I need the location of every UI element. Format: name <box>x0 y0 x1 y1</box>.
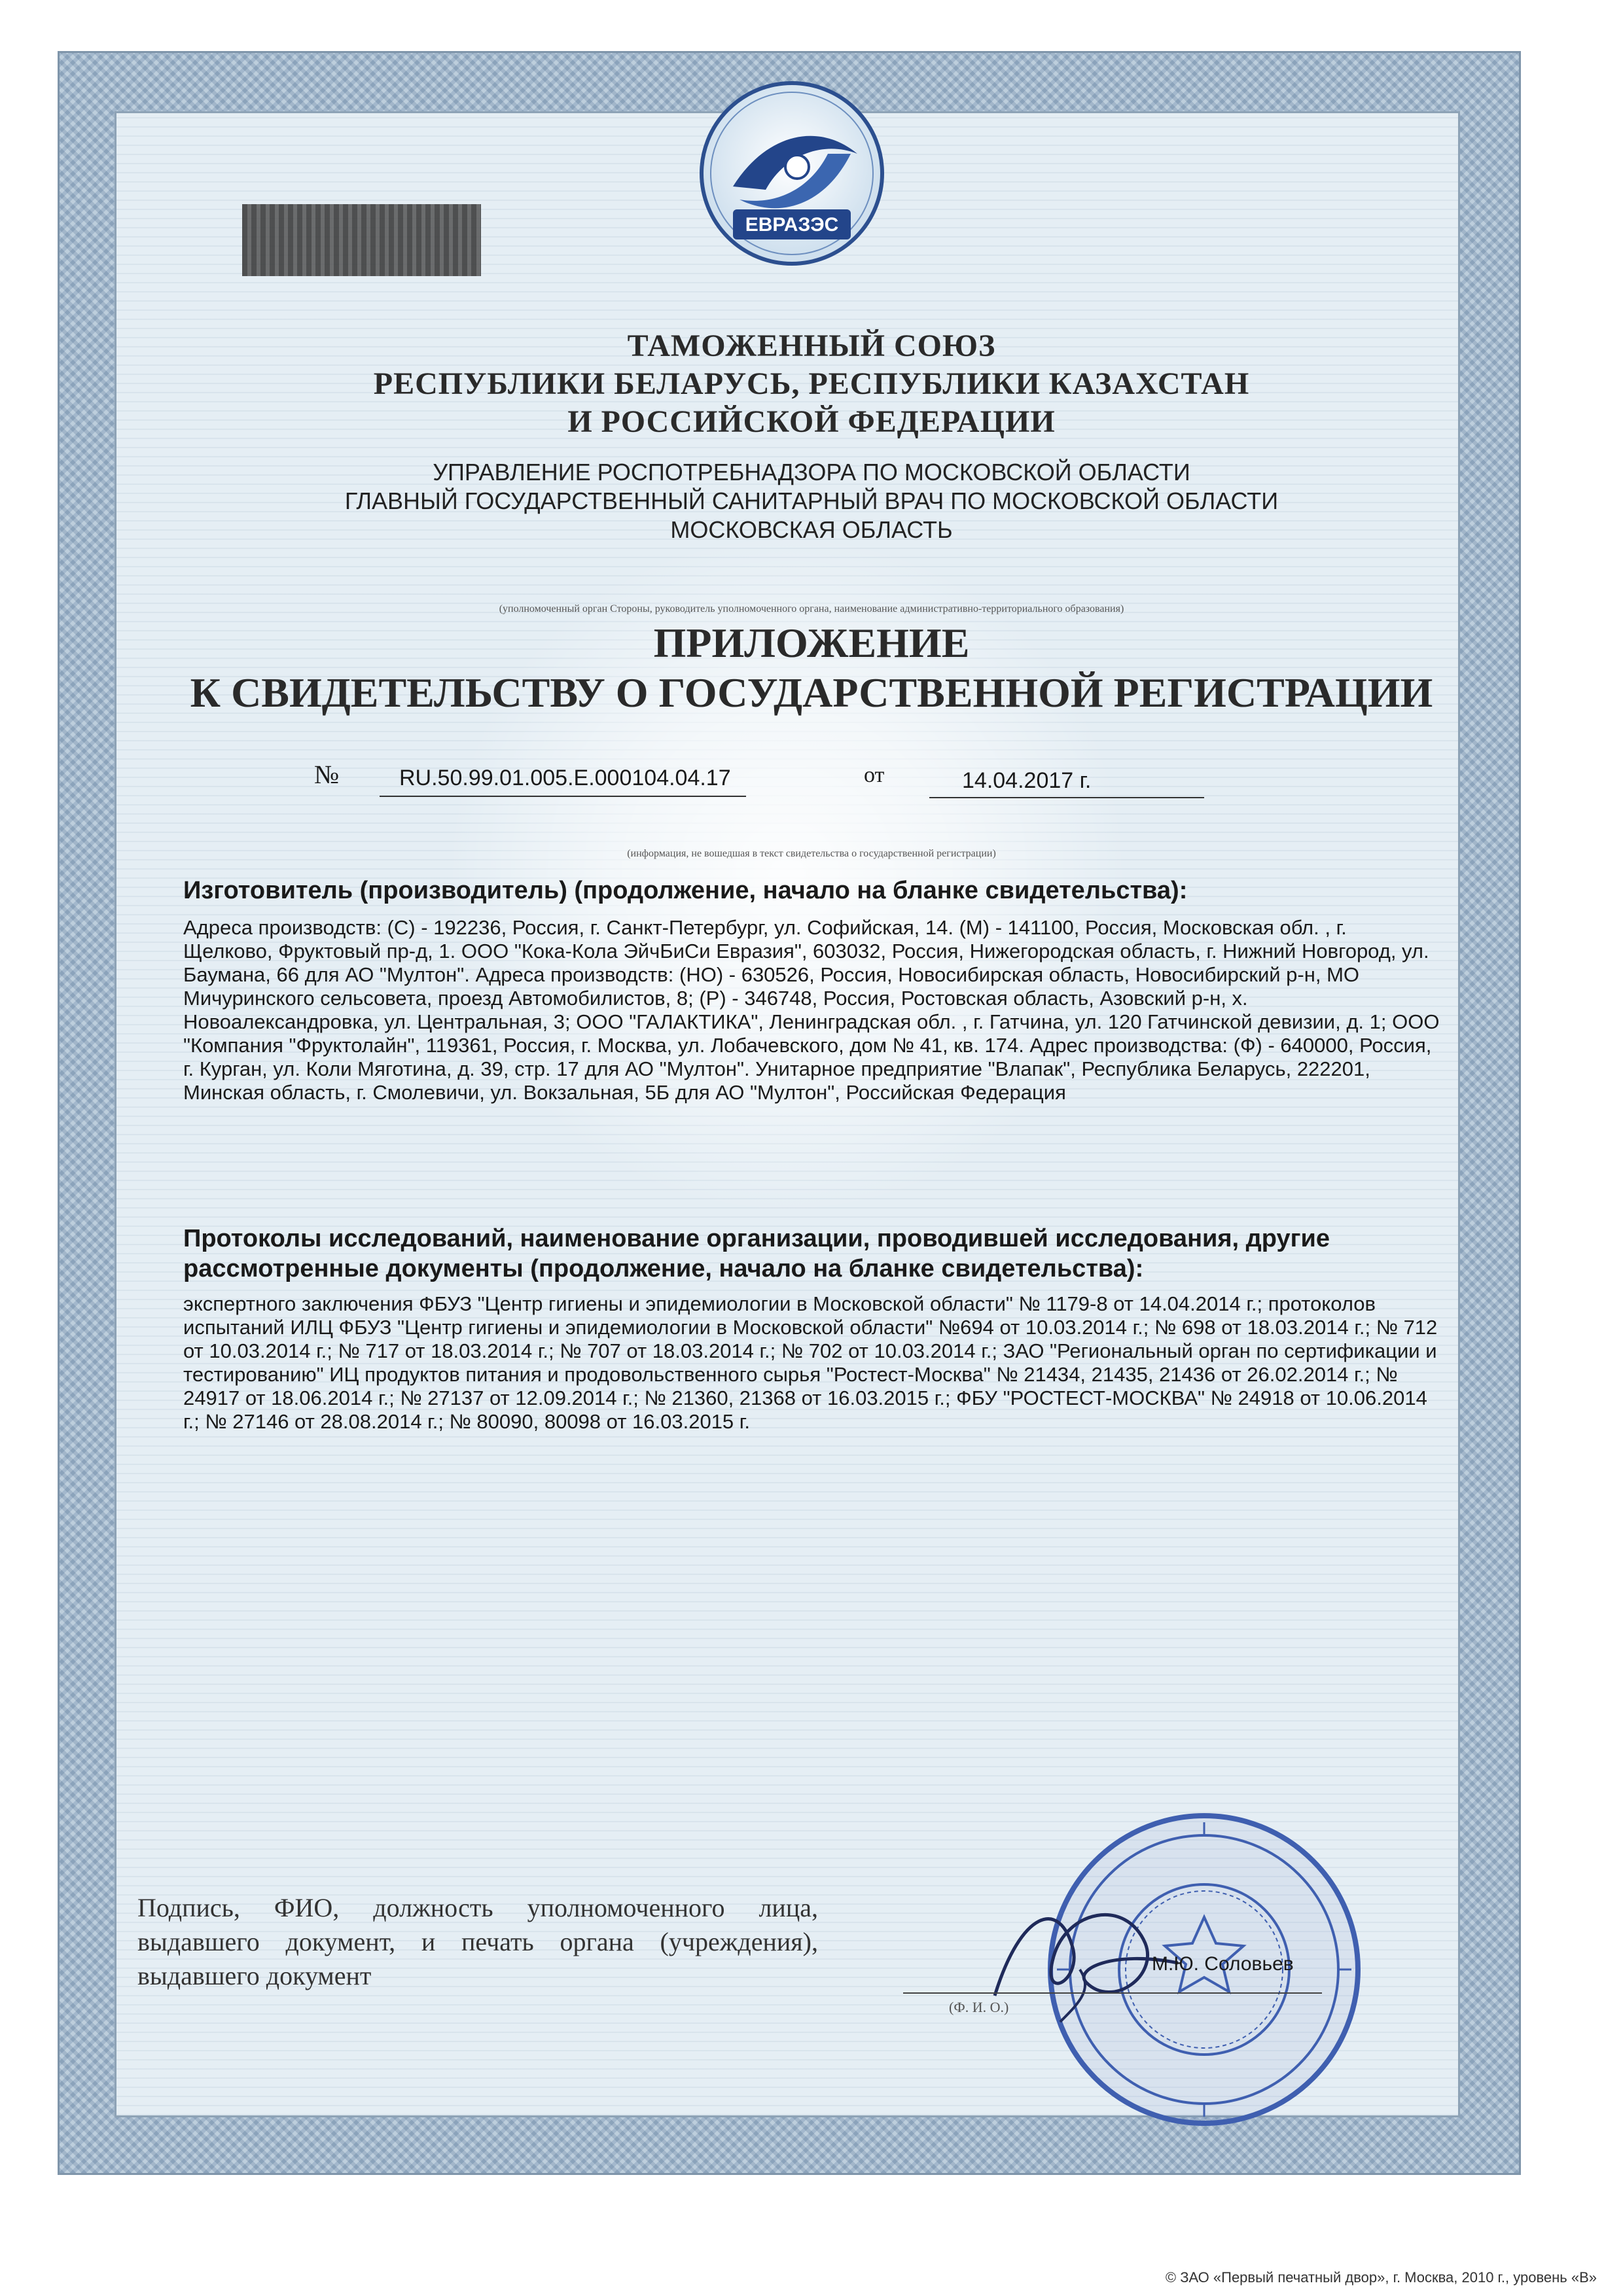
registration-caption: (информация, не вошедшая в текст свидетельства о государственной регистрации) <box>627 848 996 859</box>
manufacturer-heading: Изготовитель (производитель) (продолжение, начало на бланке свидетельства): <box>183 877 1188 904</box>
org-line-2: ГЛАВНЫЙ ГОСУДАРСТВЕННЫЙ САНИТАРНЫЙ ВРАЧ ПО МОСКОВСКОЙ ОБЛАСТИ <box>344 487 1279 514</box>
title-line-2: К СВИДЕТЕЛЬСТВУ О ГОСУДАРСТВЕННОЙ РЕГИСТРАЦИИ <box>190 669 1433 716</box>
date-underline <box>929 797 1204 798</box>
manufacturer-text: Адреса производств: (С) - 192236, Россия, г. Санкт-Петербург, ул. Софийская, 14. (М) - 141100, Россия, Московская обл. , г. Щелково, Фруктовый пр-д, 1. ООО "Кока-Кола ЭйчБиСи Евразия", 603032, Россия, Нижегородская область, г. Нижний Новгород, ул. Баумана, 66 для АО "Мултон". Адреса производств: (НО) - 630526, Россия, Новосибирская область, Новосибирский р-н, МО Мичуринского сельсовета, проезд Автомобилистов, 8; (Р) - 346748, Россия, Ростовская область, Азовский р-н, х. Новоалександровка, ул. Центральная, 3; ООО "ГАЛАКТИКА", Ленинградская обл. , г. Гатчина, ул. 120 Гатчинской девизии, д. 1; ООО "Компания "Фруктолайн", 119361, Россия, г. Москва, ул. Лобачевского, дом № 41, кв. 174. Адрес производства: (Ф) - 640000, Россия, г. Курган, ул. Коли Мяготина, д. 39, стр. 17 для АО "Мултон". Унитарное предприятие "Влапак", Республика Беларусь, 222201, Минская область, г. Смолевичи, ул. Вокзальная, 5Б для АО "Мултон", Российская Федерация <box>183 916 1440 1104</box>
number-underline <box>380 796 746 797</box>
issuing-authority <box>0 458 1623 544</box>
registration-number: RU.50.99.01.005.Е.000104.04.17 <box>399 766 731 790</box>
printer-footer: © ЗАО «Первый печатный двор», г. Москва, 2010 г., уровень «В» <box>1165 2269 1597 2286</box>
protocols-text: экспертного заключения ФБУЗ "Центр гигиены и эпидемиологии в Московской области" № 1179-8 от 14.04.2014 г.; протоколов испытаний ИЛЦ ФБУЗ "Центр гигиены и эпидемиологии в Московской области" №694 от 10.03.2014 г.; № 698 от 18.03.2014 г.; № 712 от 10.03.2014 г.; № 717 от 18.03.2014 г.; № 707 от 18.03.2014 г.; № 702 от 10.03.2014 г.; ЗАО "Региональный орган по сертификации и тестированию" ИЦ продуктов питания и продовольственного сырья "Ростест-Москва" № 21434, 21435, 21436 от 26.02.2014 г.; № 24917 от 18.06.2014 г.; № 27137 от 12.09.2014 г.; № 21360, 21368 от 16.03.2015 г.; ФБУ "РОСТЕСТ-МОСКВА" № 24918 от 10.06.2014 г.; № 27146 от 28.08.2014 г.; № 80090, 80098 от 16.03.2015 г. <box>183 1292 1438 1433</box>
org-line-1: УПРАВЛЕНИЕ РОСПОТРЕБНАДЗОРА ПО МОСКОВСКОЙ ОБЛАСТИ <box>433 459 1190 486</box>
union-line-2: РЕСПУБЛИКИ БЕЛАРУСЬ, РЕСПУБЛИКИ КАЗАХСТАН <box>373 366 1250 401</box>
eurasec-emblem-icon <box>694 75 890 272</box>
fio-caption: (Ф. И. О.) <box>949 1999 1009 2015</box>
signature-caption: Подпись, ФИО, должность уполномоченного лица, выдавшего документ, и печать органа (учреждения), выдавшего документ <box>137 1893 818 1990</box>
signer-name: М.Ю. Соловьев <box>1152 1953 1294 1975</box>
logo-text: ЕВРАЗЭС <box>745 214 839 236</box>
document-title <box>0 618 1623 718</box>
authority-caption: (уполномоченный орган Стороны, руководитель уполномоченного органа, наименование административно-территориального образования) <box>499 603 1124 614</box>
union-header <box>0 327 1623 441</box>
number-sign: № <box>314 760 340 789</box>
protocols-heading: Протоколы исследований, наименование организации, проводившей исследования, другие рассмотренные документы (продолжение, начало на бланке свидетельства): <box>183 1225 1330 1282</box>
org-line-3: МОСКОВСКАЯ ОБЛАСТЬ <box>670 516 953 543</box>
registration-date: 14.04.2017 г. <box>962 768 1092 793</box>
title-line-1: ПРИЛОЖЕНИЕ <box>653 620 970 666</box>
union-line-3: И РОССИЙСКОЙ ФЕДЕРАЦИИ <box>567 404 1056 439</box>
signature-underline <box>903 1992 1322 1994</box>
registration-row <box>314 759 1296 798</box>
hologram-patch <box>242 204 481 276</box>
union-line-1: ТАМОЖЕННЫЙ СОЮЗ <box>627 328 996 363</box>
from-label: от <box>864 763 885 787</box>
